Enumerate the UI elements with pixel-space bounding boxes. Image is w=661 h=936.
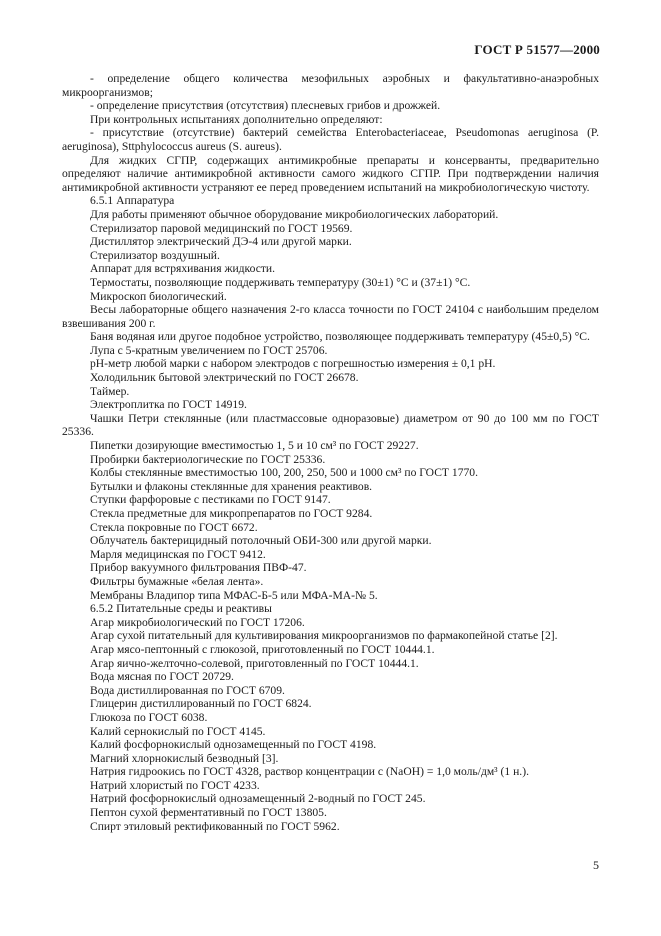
list-item: Холодильник бытовой электрический по ГОСТ 26678. [90,371,359,385]
list-item: Калий сернокислый по ГОСТ 4145. [90,724,266,738]
list-item: Натрий хлористый по ГОСТ 4233. [90,778,260,792]
list-item: Фильтры бумажные «белая лента». [90,574,264,588]
list-item: Магний хлорнокислый безводный [3]. [90,751,279,765]
list-item: Пептон сухой ферментативный по ГОСТ 13805. [90,806,327,820]
list-item: Агар яично-желточно-солевой, приготовленный по ГОСТ 10444.1. [90,656,419,670]
list-item: Чашки Петри стеклянные (или пластмассовые одноразовые) диаметром от 90 до 100 мм по ГОСТ 25336. [62,411,599,439]
list-item: Марля медицинская по ГОСТ 9412. [90,547,266,561]
list-item: pH-метр любой марки с набором электродов с погрешностью измерения ± 0,1 pH. [90,357,496,371]
list-item: Дистиллятор электрический ДЭ-4 или другой марки. [90,235,352,249]
paragraph-1: - определение общего количества мезофильных аэробных и факультативно-анаэробных микроорганизмов; [62,72,599,99]
list-item: Электроплитка по ГОСТ 14919. [90,398,247,412]
list-item: Мембраны Владипор типа МФАС-Б-5 или МФА-МА-№ 5. [90,588,378,602]
list-item: Аппарат для встряхивания жидкости. [90,262,276,276]
paragraph-7: Для работы применяют обычное оборудование микробиологических лабораторий. [90,207,499,221]
list-item: Пробирки бактериологические по ГОСТ 25336. [90,452,326,466]
section-heading-6-5-1: 6.5.1 Аппаратура [90,194,175,208]
list-item: Бутылки и флаконы стеклянные для хранения реактивов. [90,479,373,493]
list-item: Агар сухой питательный для культивирования микроорганизмов по фармакопейной статье [2]. [90,629,558,643]
list-item: Стерилизатор паровой медицинский по ГОСТ 19569. [90,221,353,235]
list-item: Облучатель бактерицидный потолочный ОБИ-300 или другой марки. [90,534,432,548]
list-item: Натрия гидроокись по ГОСТ 4328, раствор концентрации c (NaOH) = 1,0 моль/дм³ (1 н.). [90,765,529,779]
list-item: Стекла покровные по ГОСТ 6672. [90,520,258,534]
list-item: Вода мясная по ГОСТ 20729. [90,670,234,684]
list-item: Спирт этиловый ректификованный по ГОСТ 5962. [90,819,340,833]
list-item: Глюкоза по ГОСТ 6038. [90,710,208,724]
document-body [62,72,599,833]
list-item: Колбы стеклянные вместимостью 100, 200, 250, 500 и 1000 см³ по ГОСТ 1770. [90,466,478,480]
page-number: 5 [593,858,599,872]
list-item: Микроскоп биологический. [90,289,227,303]
list-item: Агар микробиологический по ГОСТ 17206. [90,615,305,629]
list-item: Агар мясо-пептонный с глюкозой, приготовленный по ГОСТ 10444.1. [90,642,435,656]
list-item: Прибор вакуумного фильтрования ПВФ-47. [90,561,307,575]
list-item: Стерилизатор воздушный. [90,248,220,262]
section-heading-6-5-2: 6.5.2 Питательные среды и реактивы [90,602,272,616]
list-item: Ступки фарфоровые с пестиками по ГОСТ 9147. [90,493,331,507]
list-item: Калий фосфорнокислый однозамещенный по ГОСТ 4198. [90,738,377,752]
list-item: Вода дистиллированная по ГОСТ 6709. [90,683,285,697]
paragraph-3: При контрольных испытаниях дополнительно определяют: [90,112,383,126]
paragraph-4: - присутствие (отсутствие) бактерий семейства Enterobacteriaceae, Pseudomonas aeruginosa (P. aeruginosa), Sttphylococcus aureus (S. aureus). [62,126,599,153]
list-item: Глицерин дистиллированный по ГОСТ 6824. [90,697,312,711]
list-item: Весы лабораторные общего назначения 2-го класса точности по ГОСТ 24104 с наибольшим пределом взвешивания 200 г. [62,303,599,330]
list-item: Таймер. [90,384,130,398]
list-item: Натрий фосфорнокислый однозамещенный 2-водный по ГОСТ 245. [90,792,426,806]
list-item: Лупа с 5-кратным увеличением по ГОСТ 25706. [90,343,328,357]
list-item: Баня водяная или другое подобное устройство, позволяющее поддерживать температуру (45±0,5) °С. [90,330,590,344]
standard-header: ГОСТ Р 51577—2000 [474,42,600,57]
paragraph-2: - определение присутствия (отсутствия) плесневых грибов и дрожжей. [90,99,441,113]
list-item: Стекла предметные для микропрепаратов по ГОСТ 9284. [90,507,373,520]
paragraph-5: Для жидких СГПР, содержащих антимикробные препараты и консерванты, предварительно определяют наличие антимикробной активности самого жидкого СГПР. При подтверждении наличия антимикробной активности устраняют ее перед проведением испытаний на микробиологическую чистоту. [62,153,599,194]
list-item: Термостаты, позволяющие поддерживать температуру (30±1) °С и (37±1) °С. [90,275,471,289]
list-item: Пипетки дозирующие вместимостью 1, 5 и 10 см³ по ГОСТ 29227. [90,439,419,453]
